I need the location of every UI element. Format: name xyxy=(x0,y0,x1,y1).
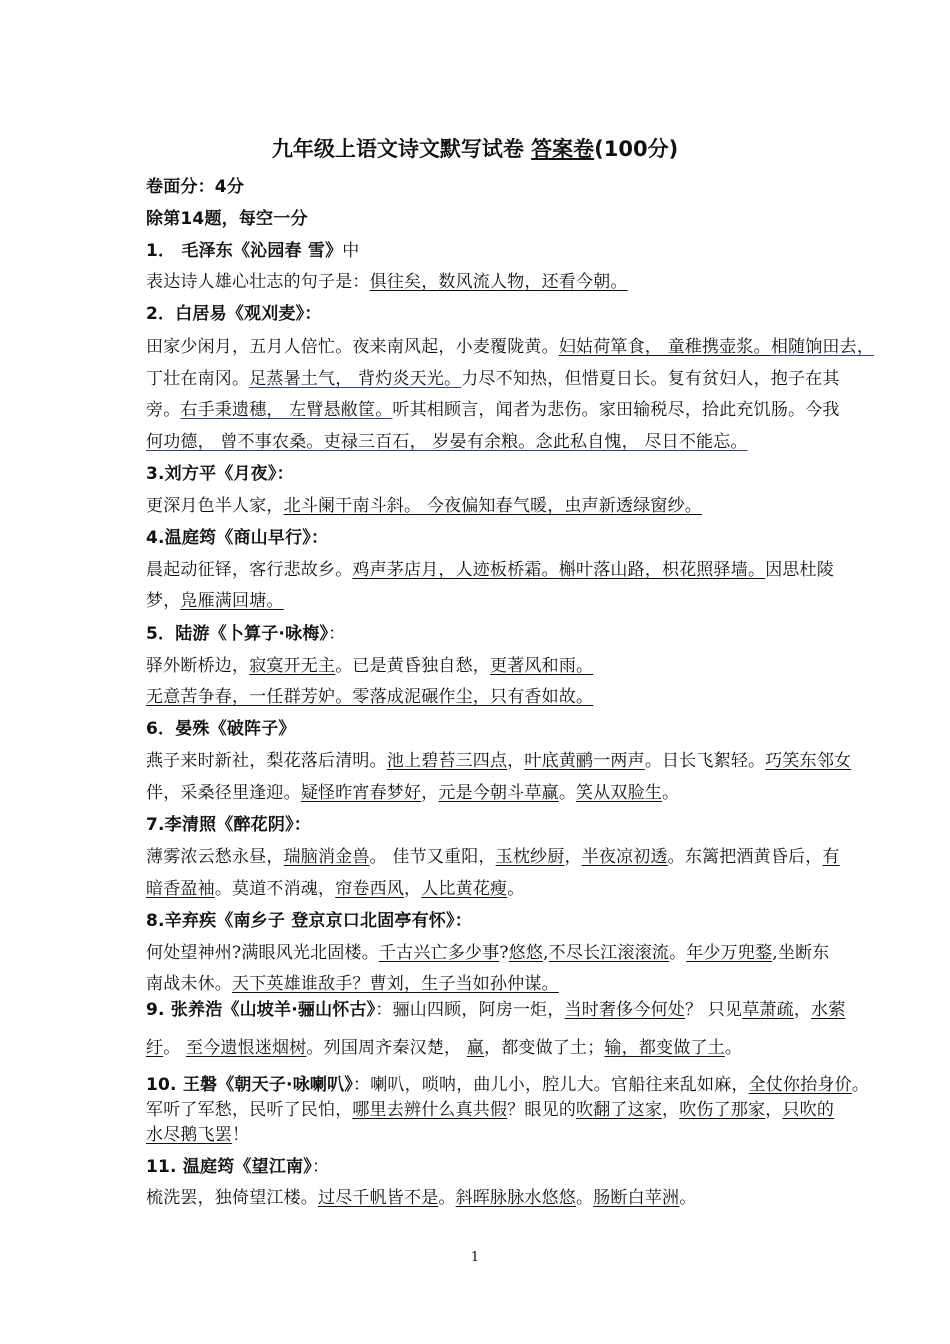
answer: 疑怪昨宵春梦好 xyxy=(300,783,422,803)
text-segment: 梦， xyxy=(146,591,181,611)
q2-heading: 2．白居易《观刈麦》： xyxy=(146,304,322,324)
q3-heading: 3.刘方平《月夜》： xyxy=(146,464,294,484)
q2-line xyxy=(146,427,894,452)
answer: 草萧疏 xyxy=(742,1000,794,1020)
text-segment: 1． 毛泽东《沁园春 雪》 xyxy=(146,241,343,261)
answer: 水尽鹅飞罢 xyxy=(146,1125,232,1145)
answer: 玉枕纱厨 xyxy=(495,847,565,867)
q11-line xyxy=(146,1183,894,1208)
answer: 北斗阑干南斗斜。 今夜偏知春气暖，虫声新透绿窗纱。 xyxy=(283,496,703,516)
answer: 瑞脑消金兽 xyxy=(283,847,370,867)
text-segment: 11. 温庭筠《望江南》 xyxy=(146,1157,312,1177)
text-segment: ？ 只见 xyxy=(684,1000,743,1020)
text-segment: ，都变做了土； xyxy=(484,1038,605,1058)
text-segment: 。 xyxy=(662,783,680,803)
text-segment: 。已是黄昏独自愁， xyxy=(335,656,491,676)
answer: 纡 xyxy=(146,1038,164,1058)
answer: 年少万兜鍪 xyxy=(686,943,773,963)
text-segment: 因思杜陵 xyxy=(765,560,835,580)
text-segment: 。 佳节又重阳， xyxy=(369,847,496,867)
q5-heading xyxy=(146,619,894,644)
q9-line xyxy=(146,1033,894,1058)
text-segment: 。 xyxy=(669,943,687,963)
text-segment: ！ xyxy=(232,1125,250,1145)
text-segment: 听其相顾言，闻者为悲伤。家田输税尽，拾此充饥肠。今我 xyxy=(392,400,840,420)
answer: 更著风和雨。 xyxy=(490,656,594,676)
answer: 足蒸暑土气， 背灼炎天光。 xyxy=(249,369,462,389)
text-segment: 9. 张养浩《山坡羊·骊山怀古》 xyxy=(146,1000,376,1020)
q2-line xyxy=(146,332,894,357)
text-segment: 伴，采桑径里逢迎。 xyxy=(146,783,301,803)
answer: 吏禄三百石， 岁晏有余粮。念此私自愧， 尽日不能忘。 xyxy=(323,432,748,452)
q9-heading xyxy=(146,995,894,1020)
text-segment: ， xyxy=(793,1000,812,1020)
text-segment: 燕子来时新社，梨花落后清明。 xyxy=(146,751,387,771)
answer: 吹翻了这家 xyxy=(576,1100,663,1120)
text-segment: 晨起动征铎，客行悲故乡。 xyxy=(146,560,353,580)
text-segment: 梳洗罢，独倚望江楼。 xyxy=(146,1188,318,1208)
q10-heading xyxy=(146,1070,894,1095)
text-segment: (100分) xyxy=(594,137,679,161)
text-segment: 。 xyxy=(576,1188,594,1208)
answer: 右手秉遗穗， 左臂悬敝筐。 xyxy=(180,400,393,420)
text-segment: 何功德， 曾不事农桑。 xyxy=(146,432,324,452)
text-segment: 九年级上语文诗文默写试卷 xyxy=(271,137,532,161)
text-segment: ,坐断东 xyxy=(772,943,830,963)
text-segment: 5．陆游《卜算子·咏梅》 xyxy=(146,624,329,644)
answer: 输 xyxy=(604,1038,622,1058)
q6-line xyxy=(146,746,894,771)
answer: 俱往矣，数风流人物，还看今朝。 xyxy=(369,272,628,292)
text-segment: 。 xyxy=(679,1188,697,1208)
answer: 槲叶落山路，枳花照驿墙。 xyxy=(558,560,766,580)
q7-heading: 7.李清照《醉花阴》： xyxy=(146,815,311,835)
text-segment: ：喇叭，唢呐，曲儿小，腔儿大。官船往来乱如麻， xyxy=(353,1075,749,1095)
text-segment: 答案卷 xyxy=(531,137,595,161)
q5-line xyxy=(146,651,894,676)
text-segment: 。 xyxy=(851,1075,870,1095)
q5-line xyxy=(146,682,894,707)
answer: 当时奢侈今何处 xyxy=(564,1000,685,1020)
text-segment: 。日长飞絮轻。 xyxy=(644,751,766,771)
answer: 叶底黄鹂一两声 xyxy=(524,751,645,771)
text-segment: 。 xyxy=(163,1038,187,1058)
scoring-rule: 除第14题，每空一分 xyxy=(146,209,308,229)
answer: 不尽长江滚滚流 xyxy=(548,943,670,963)
text-segment: ? xyxy=(499,943,509,963)
q3-text xyxy=(146,491,894,516)
text-segment: 田家少闲月，五月人倍忙。夜来南风起，小麦覆陇黄。 xyxy=(146,337,559,357)
q4-line xyxy=(146,555,894,580)
answer: 帘卷西风 xyxy=(335,879,405,899)
answer: 肠断白苹洲 xyxy=(593,1188,680,1208)
text-segment: ？眼见的 xyxy=(507,1100,577,1120)
answer: 池上碧苔三四点 xyxy=(386,751,508,771)
text-segment: 南战未休。 xyxy=(146,974,232,994)
q7-line xyxy=(146,874,894,899)
text-segment: ， xyxy=(662,1100,680,1120)
answer: 鸡声茅店月，人迹板桥霜。 xyxy=(352,560,559,580)
answer: 全仗你抬身价 xyxy=(748,1075,852,1095)
answer: 暗香盈袖 xyxy=(146,879,215,899)
text-segment: ， xyxy=(404,879,422,899)
page-title xyxy=(0,133,950,163)
text-segment: 。 xyxy=(507,879,525,899)
text-segment: , xyxy=(543,943,549,963)
q8-line xyxy=(146,969,894,994)
answer: 水萦 xyxy=(811,1000,846,1020)
text-segment: 。莫道不消魂， xyxy=(214,879,336,899)
answer: 吹伤了那家 xyxy=(679,1100,766,1120)
text-segment: 表达诗人雄心壮志的句子是： xyxy=(146,272,370,292)
q8-line xyxy=(146,938,894,963)
q1-text xyxy=(146,267,894,292)
text-segment: 。 xyxy=(558,783,577,803)
text-segment: 薄雾浓云愁永昼， xyxy=(146,847,284,867)
q6-heading: 6．晏殊《破阵子》 xyxy=(146,719,296,739)
text-segment: 。东篱把酒黄昏后， xyxy=(667,847,823,867)
answer: 斜晖脉脉水悠悠 xyxy=(455,1188,577,1208)
answer: 半夜凉初透 xyxy=(581,847,668,867)
page-number: 1 xyxy=(470,1250,480,1265)
answer: 赢 xyxy=(466,1038,485,1058)
q10-line xyxy=(146,1120,894,1145)
answer: 笑从双脸生 xyxy=(576,783,663,803)
text-segment: ， xyxy=(564,847,582,867)
answer: 妇姑荷箪食， 童稚携壶浆。 xyxy=(558,337,771,357)
answer: 凫雁满回塘。 xyxy=(180,591,284,611)
answer: 无意苦争春，一任群芳妒。零落成泥碾作尘，只有香如故。 xyxy=(146,687,594,707)
text-segment: ： xyxy=(311,1157,330,1177)
q1-heading xyxy=(146,236,894,261)
text-segment: ：骊山四顾，阿房一炬， xyxy=(375,1000,565,1020)
answer: 哪里去辨什么真共假 xyxy=(352,1100,508,1120)
q10-line xyxy=(146,1095,894,1120)
q4-heading: 4.温庭筠《商山早行》： xyxy=(146,528,329,548)
q7-line xyxy=(146,842,894,867)
q11-heading xyxy=(146,1152,894,1177)
text-segment: 中 xyxy=(342,241,360,261)
text-segment: 力尽不知热，但惜夏日长。复有贫妇人，抱子在其 xyxy=(461,369,840,389)
answer: 天下英雄谁敌手？曹刘，生子当如孙仲谋。 xyxy=(232,974,559,994)
answer: 至今遗恨迷烟树 xyxy=(186,1038,307,1058)
text-segment: 军听了军愁，民听了民怕， xyxy=(146,1100,353,1120)
answer: 巧笑东邻女 xyxy=(765,751,852,771)
neatness-score: 卷面分：4分 xyxy=(146,177,245,197)
q8-heading: 8.辛弃疾《南乡子 登京京口北固亭有怀》： xyxy=(146,911,472,931)
text-segment: ： xyxy=(328,624,346,644)
text-segment: ， xyxy=(507,751,525,771)
answer: 悠悠 xyxy=(508,943,544,963)
text-segment: 何处望神州?满眼风光北固楼。 xyxy=(146,943,379,963)
text-segment: 驿外断桥边， xyxy=(146,656,250,676)
text-segment: 旁。 xyxy=(146,400,181,420)
text-segment: 10. 王磐《朝天子·咏喇叭》 xyxy=(146,1075,353,1095)
answer: 有 xyxy=(822,847,840,867)
answer: 过尽千帆皆不是 xyxy=(318,1188,439,1208)
q2-line xyxy=(146,395,894,420)
text-segment: 相随饷田去， xyxy=(770,337,875,357)
answer: 人比黄花瘦 xyxy=(421,879,508,899)
answer: 元是今朝斗草赢 xyxy=(438,783,559,803)
q6-line xyxy=(146,778,894,803)
q2-line xyxy=(146,364,894,389)
text-segment: 更深月色半人家， xyxy=(146,496,284,516)
text-segment: ， xyxy=(421,783,439,803)
text-segment: 。 xyxy=(724,1038,743,1058)
text-segment: 。 xyxy=(438,1188,456,1208)
q4-line xyxy=(146,586,894,611)
answer: 只吹的 xyxy=(782,1100,835,1120)
text-segment: 丁壮在南冈。 xyxy=(146,369,250,389)
text-segment: ，都变做了土 xyxy=(621,1038,725,1058)
answer: 寂寞开无主 xyxy=(249,656,336,676)
text-segment: 。列国周齐秦汉楚， xyxy=(306,1038,467,1058)
text-segment: ， xyxy=(765,1100,783,1120)
answer: 千古兴亡多少事 xyxy=(378,943,500,963)
